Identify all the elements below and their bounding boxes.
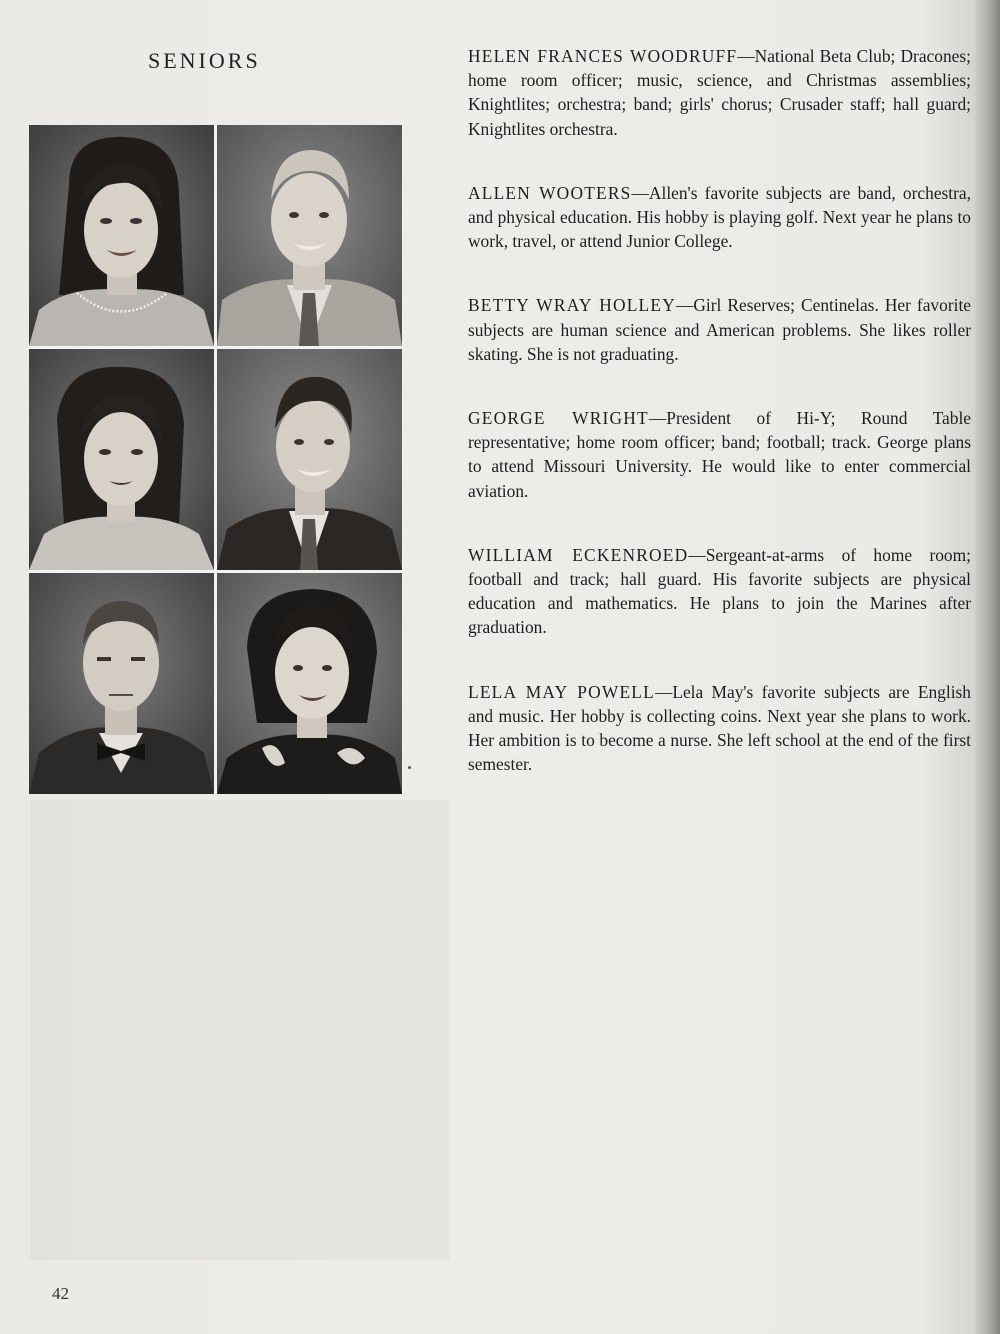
- bio-entry: [468, 293, 971, 366]
- portrait-photo: [217, 573, 402, 794]
- portrait-photo: [29, 573, 214, 794]
- binding-edge-shadow: [974, 0, 1000, 1334]
- page-number: 42: [52, 1284, 69, 1303]
- show-through-shadow: [30, 800, 450, 1260]
- bio-text: —Lela May's favorite subjects are English and music. Her hobby is collecting coins. Next year she plans to work. Her ambition is to become a nurse. She left school at the end of the first semester.: [468, 681, 971, 775]
- portrait-image: [29, 125, 214, 346]
- portrait-image: [217, 125, 402, 346]
- portrait-image: [217, 573, 402, 794]
- bio-entry: [468, 680, 971, 777]
- bio-name: WILLIAM ECKENROED: [468, 544, 689, 565]
- bio-name: BETTY WRAY HOLLEY: [468, 295, 676, 316]
- portrait-photo: [217, 349, 402, 570]
- bio-name: ALLEN WOOTERS: [468, 182, 632, 203]
- bio-text: —Sergeant-at-arms of home room; football and track; hall guard. His favorite subjects are physical education and mathematics. He plans to join the Marines after graduation.: [468, 544, 971, 638]
- bio-entry: [468, 406, 971, 503]
- portrait-photo: [29, 125, 214, 346]
- bio-column: [468, 44, 971, 816]
- portrait-image: [29, 573, 214, 794]
- bio-name: HELEN FRANCES WOODRUFF: [468, 46, 738, 66]
- bio-text: —National Beta Club; Dracones; home room officer; music, science, and Christmas assemblies; Knightlites; orchestra; band; girls' chorus; Crusader staff; hall guard; Knightlites orchestra.: [468, 46, 971, 139]
- portrait-photo: [217, 125, 402, 346]
- bio-text: —President of Hi-Y; Round Table representative; home room officer; band; football; track. George plans to attend Missouri University. He would like to enter commercial aviation.: [468, 408, 972, 501]
- portrait-photo: [29, 349, 214, 570]
- bio-name: LELA MAY POWELL: [468, 681, 655, 702]
- ink-speck: [408, 766, 411, 769]
- bio-name: GEORGE WRIGHT: [468, 408, 649, 429]
- bio-text: —Girl Reserves; Centinelas. Her favorite subjects are human science and American problems. She likes roller skating. She is not graduating.: [468, 295, 971, 364]
- portrait-image: [29, 349, 214, 570]
- portrait-grid: [29, 125, 403, 794]
- bio-entry: [468, 44, 971, 141]
- bio-text: —Allen's favorite subjects are band, orchestra, and physical education. His hobby is playing golf. Next year he plans to work, travel, or attend Junior College.: [468, 182, 972, 252]
- bio-entry: [468, 543, 971, 640]
- section-title: SENIORS: [148, 48, 261, 73]
- portrait-image: [217, 349, 402, 570]
- bio-entry: [468, 181, 971, 254]
